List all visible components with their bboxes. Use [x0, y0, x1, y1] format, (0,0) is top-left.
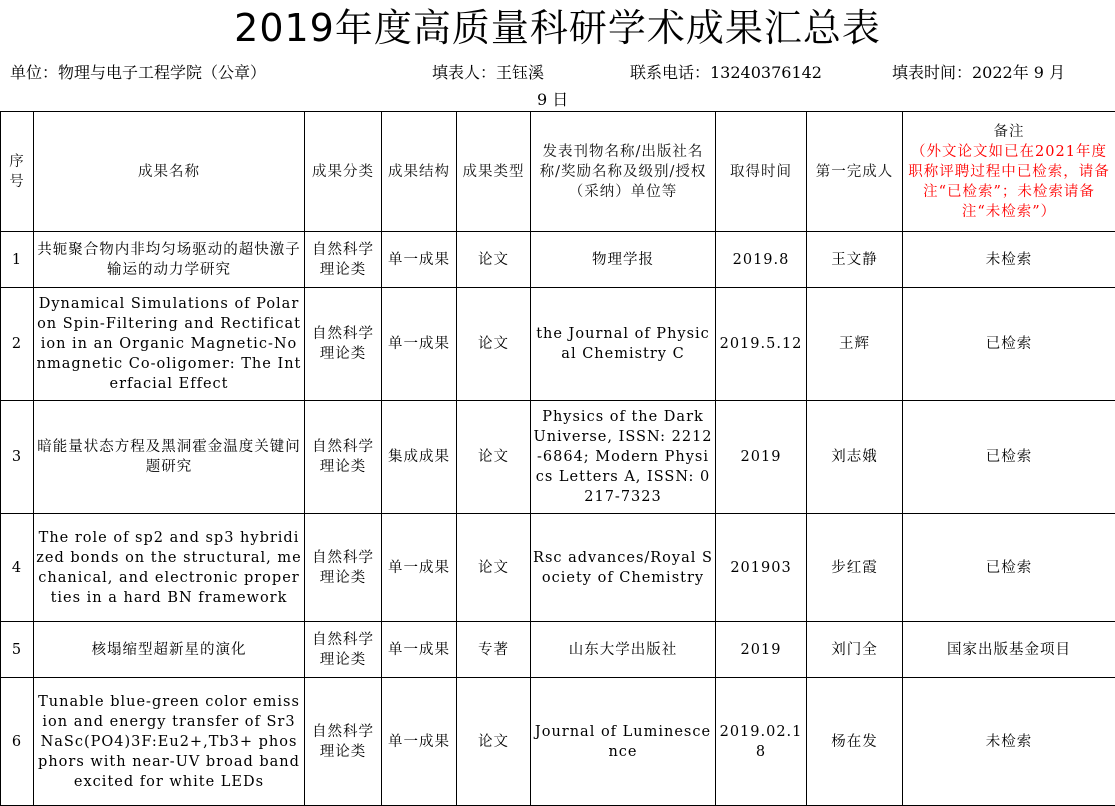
row-structure-cell-text: 单一成果: [384, 732, 454, 752]
row-seq-cell-text: 3: [3, 447, 31, 467]
row-date-cell: [716, 678, 807, 806]
row-name-cell-text: Tunable blue-green color emission and energy transfer of Sr3NaSc(PO4)3F:Eu2+,Tb3+ phosphors with near-UV broad band excited for white LEDs: [36, 692, 302, 792]
row-date-cell: [716, 622, 807, 678]
fill-time-field: 填表时间：2022年 9 月: [892, 60, 1065, 86]
row-first-author-cell: [807, 622, 903, 678]
row-name-cell: [34, 401, 305, 514]
row-seq-cell-text: 1: [3, 250, 31, 270]
row-category-cell-text: 自然科学理论类: [307, 630, 379, 670]
phone-field: 联系电话：13240376142: [630, 60, 822, 86]
row-publisher-cell: [531, 232, 716, 288]
row-remark-cell-text: 未检索: [905, 250, 1113, 270]
row-publisher-cell: [531, 288, 716, 401]
row-structure-cell: [382, 678, 457, 806]
row-type-cell-text: 论文: [459, 334, 528, 354]
row-first-author-cell: [807, 401, 903, 514]
row-first-author-cell: [807, 514, 903, 622]
row-category-cell: [305, 401, 382, 514]
row-first-author-cell-text: 杨在发: [809, 732, 900, 752]
row-publisher-cell: [531, 678, 716, 806]
table-row: [1, 514, 1115, 622]
row-type-cell: [457, 401, 531, 514]
row-category-cell: [305, 514, 382, 622]
row-date-cell-text: 2019.02.18: [718, 722, 804, 762]
unit-field: 单位：物理与电子工程学院（公章）: [10, 60, 266, 86]
header-remark-title: 备注: [905, 122, 1113, 142]
header-seq: 序号: [1, 112, 34, 232]
row-type-cell-text: 论文: [459, 447, 528, 467]
row-first-author-cell: [807, 232, 903, 288]
table-body: [1, 232, 1115, 806]
row-structure-cell: [382, 401, 457, 514]
row-structure-cell-text: 单一成果: [384, 334, 454, 354]
row-name-cell: [34, 678, 305, 806]
row-publisher-cell-text: Physics of the Dark Universe, ISSN: 2212-6864; Modern Physics Letters A, ISSN: 0217-7323: [533, 407, 713, 507]
row-first-author-cell-text: 王辉: [809, 334, 900, 354]
row-structure-cell-text: 单一成果: [384, 640, 454, 660]
row-remark-cell: [903, 288, 1115, 401]
row-category-cell-text: 自然科学理论类: [307, 437, 379, 477]
row-name-cell-text: The role of sp2 and sp3 hybridized bonds on the structural, mechanical, and electronic properties in a hard BN framework: [36, 528, 302, 608]
row-category-cell: [305, 232, 382, 288]
table-row: [1, 678, 1115, 806]
row-date-cell-text: 2019.8: [718, 250, 804, 270]
row-date-cell: [716, 232, 807, 288]
header-name: 成果名称: [34, 112, 305, 232]
row-name-cell: [34, 288, 305, 401]
row-category-cell-text: 自然科学理论类: [307, 324, 379, 364]
fill-time-day: 9 日: [537, 87, 568, 113]
row-structure-cell-text: 集成成果: [384, 447, 454, 467]
row-name-cell-text: Dynamical Simulations of Polaron Spin-Filtering and Rectification in an Organic Magnetic-Nonmagnetic Co-oligomer: The Interfacial Effect: [36, 294, 302, 394]
table-row: [1, 622, 1115, 678]
row-first-author-cell-text: 刘门全: [809, 640, 900, 660]
row-seq-cell-text: 5: [3, 640, 31, 660]
row-name-cell: [34, 514, 305, 622]
row-type-cell: [457, 514, 531, 622]
row-publisher-cell-text: Rsc advances/Royal Society of Chemistry: [533, 548, 713, 588]
row-category-cell-text: 自然科学理论类: [307, 548, 379, 588]
row-date-cell: [716, 401, 807, 514]
row-date-cell: [716, 514, 807, 622]
row-remark-cell: [903, 678, 1115, 806]
header-date: 取得时间: [716, 112, 807, 232]
row-publisher-cell-text: 物理学报: [533, 250, 713, 270]
row-date-cell-text: 2019: [718, 447, 804, 467]
row-name-cell-text: 暗能量状态方程及黑洞霍金温度关键问题研究: [36, 437, 302, 477]
row-type-cell-text: 论文: [459, 250, 528, 270]
row-seq-cell-text: 2: [3, 334, 31, 354]
row-type-cell: [457, 232, 531, 288]
row-remark-cell: [903, 401, 1115, 514]
row-name-cell: [34, 622, 305, 678]
row-remark-cell: [903, 514, 1115, 622]
row-date-cell: [716, 288, 807, 401]
row-remark-cell-text: 未检索: [905, 732, 1113, 752]
table-row: [1, 232, 1115, 288]
row-seq-cell: [1, 288, 34, 401]
row-date-cell-text: 2019: [718, 640, 804, 660]
row-first-author-cell: [807, 288, 903, 401]
row-structure-cell: [382, 622, 457, 678]
row-remark-cell: [903, 232, 1115, 288]
row-type-cell: [457, 622, 531, 678]
header-type: 成果类型: [457, 112, 531, 232]
header-publisher: 发表刊物名称/出版社名称/奖励名称及级别/授权（采纳）单位等: [531, 112, 716, 232]
row-type-cell-text: 论文: [459, 732, 528, 752]
table-row: [1, 401, 1115, 514]
row-seq-cell: [1, 678, 34, 806]
header-structure: 成果结构: [382, 112, 457, 232]
header-row: [1, 112, 1115, 232]
row-name-cell-text: 共轭聚合物内非均匀场驱动的超快激子输运的动力学研究: [36, 240, 302, 280]
row-publisher-cell-text: the Journal of Physical Chemistry C: [533, 324, 713, 364]
row-remark-cell-text: 已检索: [905, 558, 1113, 578]
row-type-cell: [457, 678, 531, 806]
row-first-author-cell-text: 刘志娥: [809, 447, 900, 467]
row-remark-cell-text: 已检索: [905, 447, 1113, 467]
filler-field: 填表人：王钰溪: [432, 60, 544, 86]
page-title: 2019年度高质量科研学术成果汇总表: [0, 0, 1115, 56]
row-date-cell-text: 201903: [718, 558, 804, 578]
row-seq-cell: [1, 401, 34, 514]
info-row: [0, 58, 1115, 110]
row-remark-cell-text: 国家出版基金项目: [905, 640, 1113, 660]
row-category-cell: [305, 678, 382, 806]
row-structure-cell: [382, 514, 457, 622]
row-category-cell: [305, 622, 382, 678]
results-table: [0, 111, 1115, 806]
row-category-cell: [305, 288, 382, 401]
row-first-author-cell-text: 王文静: [809, 250, 900, 270]
row-seq-cell: [1, 232, 34, 288]
header-category: 成果分类: [305, 112, 382, 232]
row-type-cell-text: 论文: [459, 558, 528, 578]
row-remark-cell: [903, 622, 1115, 678]
row-publisher-cell-text: Journal of Luminescence: [533, 722, 713, 762]
table-row: [1, 288, 1115, 401]
row-name-cell-text: 核塌缩型超新星的演化: [36, 640, 302, 660]
row-name-cell: [34, 232, 305, 288]
row-date-cell-text: 2019.5.12: [718, 334, 804, 354]
row-publisher-cell: [531, 514, 716, 622]
row-seq-cell-text: 4: [3, 558, 31, 578]
row-first-author-cell-text: 步红霞: [809, 558, 900, 578]
row-category-cell-text: 自然科学理论类: [307, 722, 379, 762]
row-seq-cell-text: 6: [3, 732, 31, 752]
row-structure-cell: [382, 232, 457, 288]
header-remark-note: （外文论文如已在2021年度职称评聘过程中已检索，请备注“已检索”；未检索请备注“未检索”）: [905, 142, 1113, 222]
header-first-author: 第一完成人: [807, 112, 903, 232]
row-structure-cell-text: 单一成果: [384, 558, 454, 578]
row-remark-cell-text: 已检索: [905, 334, 1113, 354]
row-type-cell: [457, 288, 531, 401]
row-structure-cell: [382, 288, 457, 401]
row-type-cell-text: 专著: [459, 640, 528, 660]
row-structure-cell-text: 单一成果: [384, 250, 454, 270]
row-first-author-cell: [807, 678, 903, 806]
row-publisher-cell-text: 山东大学出版社: [533, 640, 713, 660]
row-seq-cell: [1, 622, 34, 678]
row-seq-cell: [1, 514, 34, 622]
row-publisher-cell: [531, 622, 716, 678]
row-publisher-cell: [531, 401, 716, 514]
header-remark: [903, 112, 1115, 232]
row-category-cell-text: 自然科学理论类: [307, 240, 379, 280]
